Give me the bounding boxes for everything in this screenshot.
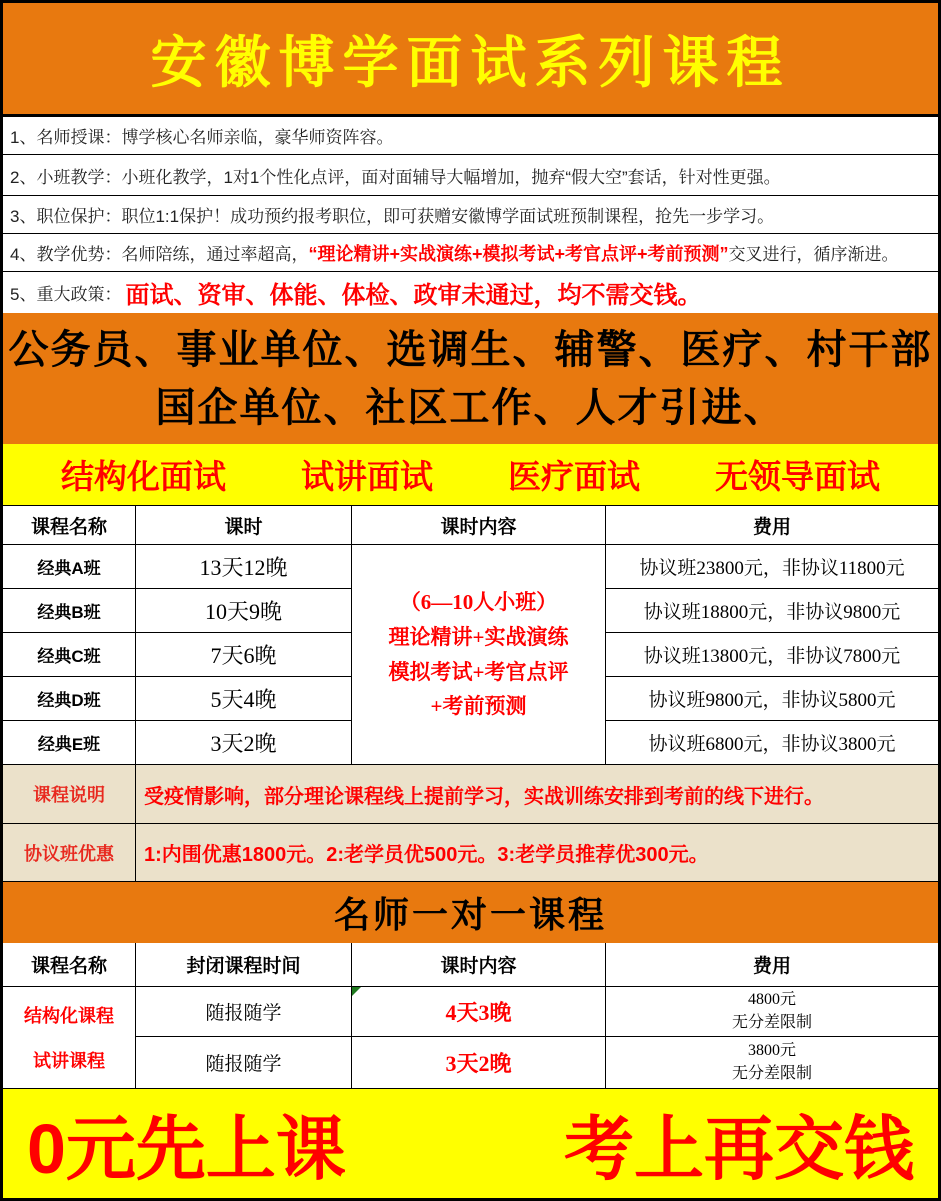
footer-slogan	[3, 1089, 938, 1198]
note-discount-text: 1:内围优惠1800元。2:老学员优500元。3:老学员推荐优300元。	[136, 824, 938, 882]
one-on-one-table	[3, 943, 938, 1089]
feature-list	[3, 117, 938, 313]
course-content-merged-cell	[352, 545, 606, 765]
oo-row-2-fee	[606, 1037, 938, 1089]
interview-type-leaderless: 无领导面试	[715, 458, 880, 495]
feature-item-5	[3, 272, 938, 313]
oo-row-1-fee	[606, 987, 938, 1037]
table-row-b-name: 经典B班	[3, 589, 136, 633]
one-on-one-title: 名师一对一课程	[333, 894, 607, 935]
oo-course-name-lecture: 试讲课程	[33, 1050, 105, 1071]
feature-item-1	[3, 117, 938, 155]
table-row-d-name: 经典D班	[3, 677, 136, 721]
content-line-4: +考前预测	[430, 694, 527, 719]
footer-slogan-left: 0元先上课	[27, 1110, 346, 1188]
interview-type-lecture: 试讲面试	[301, 458, 433, 495]
oo-row-1-fee-note: 无分差限制	[731, 1013, 812, 1031]
content-line-3: 模拟考试+考官点评	[388, 659, 569, 684]
interview-types-band	[3, 444, 938, 506]
table-row-c-hours: 7天6晚	[136, 633, 352, 677]
oo-header-closed-time: 封闭课程时间	[136, 943, 352, 987]
oo-header-fee: 费用	[606, 943, 938, 987]
column-header-fee: 费用	[606, 506, 938, 545]
jobs-banner	[3, 313, 938, 444]
feature-text-5-label: 5、重大政策：	[10, 285, 122, 304]
course-table	[3, 506, 938, 882]
feature-item-2	[3, 155, 938, 196]
feature-text-4-post: 交叉进行，循序渐进。	[728, 245, 899, 264]
feature-item-3	[3, 196, 938, 234]
oo-row-1-time: 随报随学	[136, 987, 352, 1037]
content-line-2: 理论精讲+实战演练	[388, 624, 569, 649]
note-discount-label: 协议班优惠	[3, 824, 136, 882]
footer-slogan-right: 考上再交钱	[564, 1110, 914, 1188]
table-row-e-fee: 协议班6800元，非协议3800元	[606, 721, 938, 765]
page-title: 安徽博学面试系列课程	[150, 29, 791, 96]
table-row-a-hours: 13天12晚	[136, 545, 352, 589]
table-row-c-fee: 协议班13800元，非协议7800元	[606, 633, 938, 677]
table-row-e-name: 经典E班	[3, 721, 136, 765]
oo-row-1-fee-amount: 4800元	[747, 991, 796, 1009]
table-row-c-name: 经典C班	[3, 633, 136, 677]
oo-row-1-hours-text: 4天3晚	[445, 1000, 512, 1025]
table-row-b-fee: 协议班18800元，非协议9800元	[606, 589, 938, 633]
oo-header-course-name: 课程名称	[3, 943, 136, 987]
interview-type-structured: 结构化面试	[61, 458, 226, 495]
oo-row-1-hours	[352, 987, 606, 1037]
feature-text-1: 1、名师授课：博学核心名师亲临，豪华师资阵容。	[10, 128, 394, 147]
oo-row-2-fee-amount: 3800元	[747, 1042, 796, 1060]
note-course-description-text: 受疫情影响，部分理论课程线上提前学习，实战训练安排到考前的线下进行。	[136, 765, 938, 824]
oo-row-2-hours	[352, 1037, 606, 1089]
table-row-a-fee: 协议班23800元，非协议11800元	[606, 545, 938, 589]
feature-item-4	[3, 234, 938, 272]
one-on-one-banner	[3, 882, 938, 943]
oo-course-names-merged-cell	[3, 987, 136, 1089]
content-line-1: （6—10人小班）	[399, 590, 558, 615]
oo-row-2-hours-text: 3天2晚	[445, 1051, 512, 1076]
table-row-d-fee: 协议班9800元，非协议5800元	[606, 677, 938, 721]
column-header-course-name: 课程名称	[3, 506, 136, 545]
title-band	[3, 3, 938, 117]
jobs-line-2: 国企单位、社区工作、人才引进、	[155, 385, 786, 430]
table-row-d-hours: 5天4晚	[136, 677, 352, 721]
cell-comment-marker-icon	[352, 987, 361, 996]
oo-course-name-structured: 结构化课程	[24, 1006, 114, 1027]
feature-text-2: 2、小班教学：小班化教学，1对1个性化点评，面对面辅导大幅增加，抛弃“假大空”套话，针对性更强。	[10, 167, 781, 187]
jobs-line-1: 公务员、事业单位、选调生、辅警、医疗、村干部	[8, 327, 933, 372]
feature-text-5-highlight: 面试、资审、体能、体检、政审未通过，均不需交钱。	[125, 280, 702, 309]
oo-row-2-fee-note: 无分差限制	[731, 1064, 812, 1082]
oo-header-content: 课时内容	[352, 943, 606, 987]
table-row-b-hours: 10天9晚	[136, 589, 352, 633]
feature-text-4-highlight: “理论精讲+实战演练+模拟考试+考官点评+考前预测”	[308, 243, 729, 264]
table-row-a-name: 经典A班	[3, 545, 136, 589]
table-row-e-hours: 3天2晚	[136, 721, 352, 765]
column-header-content: 课时内容	[352, 506, 606, 545]
oo-row-2-time: 随报随学	[136, 1037, 352, 1089]
feature-text-3: 3、职位保护：职位1:1保护！成功预约报考职位，即可获赠安徽博学面试班预制课程，抢先一步学习。	[10, 207, 775, 226]
column-header-hours: 课时	[136, 506, 352, 545]
note-course-description-label: 课程说明	[3, 765, 136, 824]
feature-text-4-pre: 4、教学优势：名师陪练，通过率超高，	[10, 245, 309, 264]
interview-type-medical: 医疗面试	[508, 458, 640, 495]
